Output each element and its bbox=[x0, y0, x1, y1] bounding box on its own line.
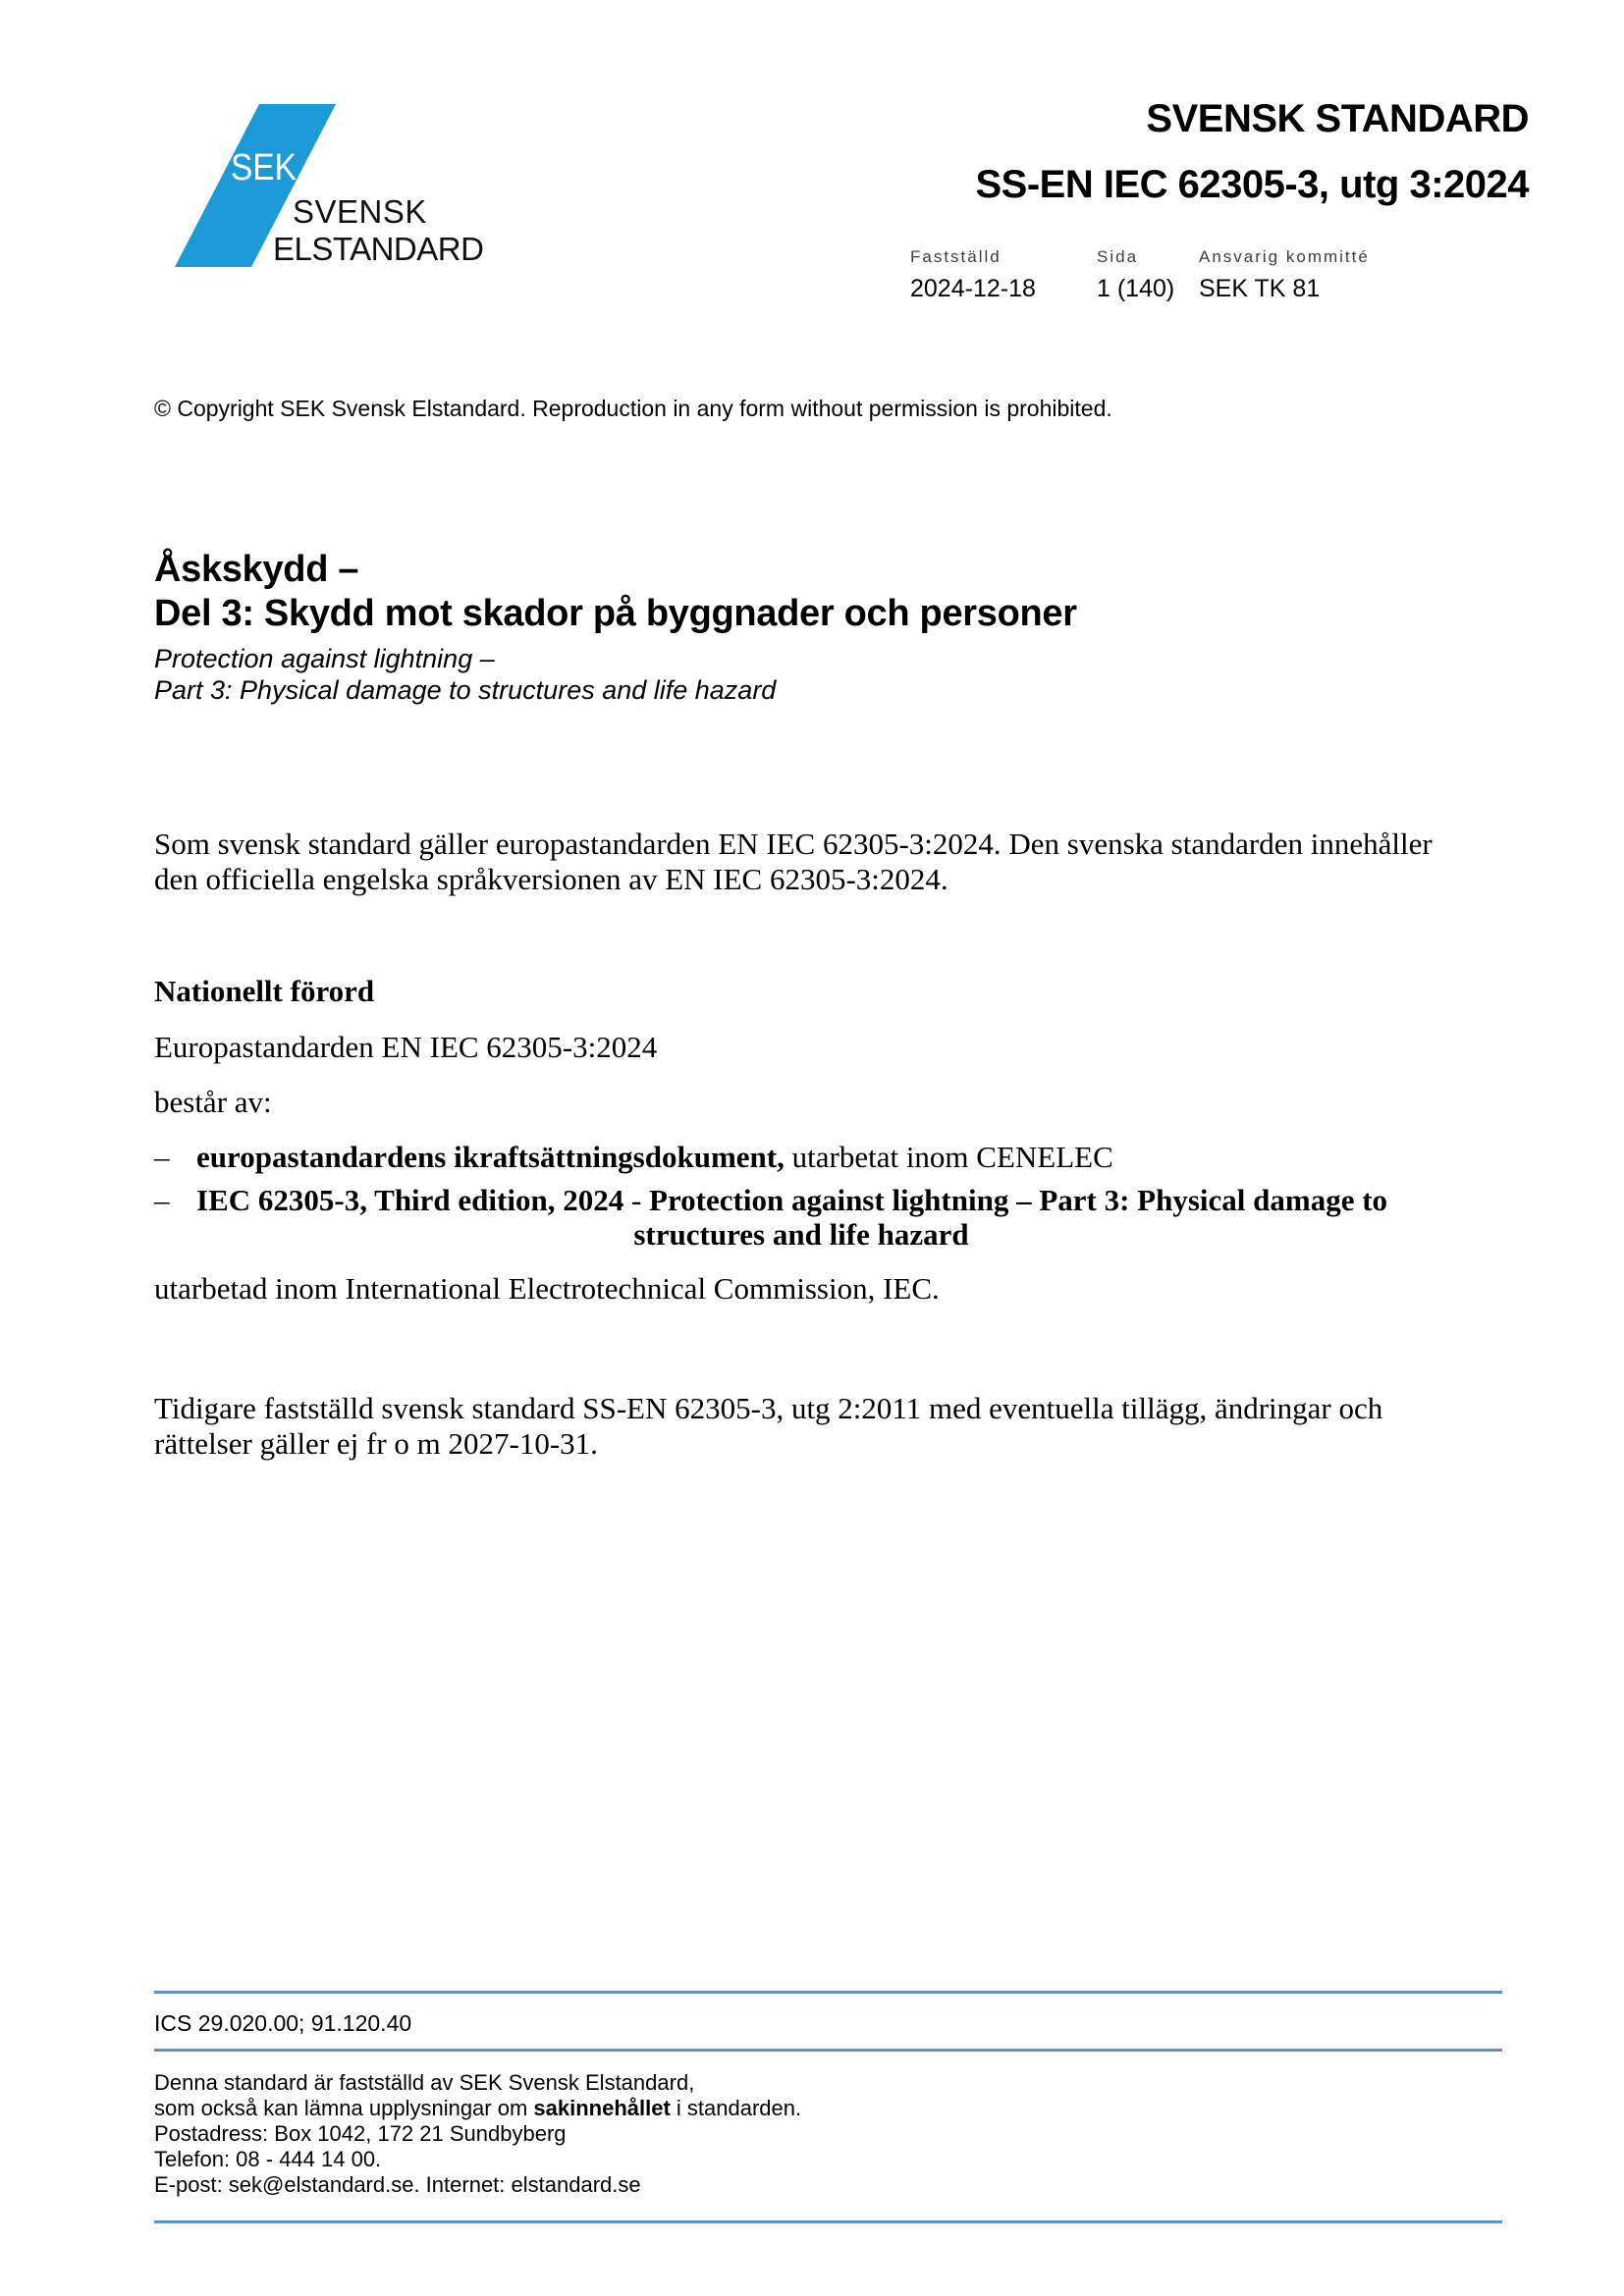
list-item-bold-text: Protection against lightning – Part 3: Physical damage to bbox=[649, 1183, 1388, 1217]
list-item-bold-text: structures and life hazard bbox=[633, 1217, 969, 1252]
publisher-line2-post: i standarden. bbox=[670, 2096, 802, 2120]
list-item-line2 bbox=[196, 1217, 1406, 1252]
sek-logo bbox=[175, 104, 509, 271]
note-line1: Tidigare fastställd svensk standard SS-EN 62305-3, utg 2:2011 med eventuella tillägg, ändringar och bbox=[154, 1391, 1383, 1425]
list-item-iec bbox=[154, 1183, 1509, 1252]
publisher-info bbox=[154, 2070, 801, 2198]
publisher-phone: Telefon: 08 - 444 14 00. bbox=[154, 2147, 382, 2171]
foreword-closing-line: utarbetad inom International Electrotechnical Commission, IEC. bbox=[154, 1271, 940, 1306]
logo-svensk-text: SVENSK bbox=[293, 193, 427, 230]
list-item-normal-text: utarbetat inom CENELEC bbox=[784, 1140, 1113, 1174]
standard-id-heading: SS-EN IEC 62305-3, utg 3:2024 bbox=[975, 163, 1529, 206]
intro-line2: den officiella engelska språkversionen av EN IEC 62305-3:2024. bbox=[154, 862, 948, 896]
field-label: Ansvarig kommitté bbox=[1199, 247, 1370, 266]
publisher-line2-pre: som också kan lämna upplysningar om bbox=[154, 2096, 534, 2120]
field-value: SEK TK 81 bbox=[1199, 275, 1321, 302]
field-label: Sida bbox=[1097, 247, 1139, 266]
divider-rule-top bbox=[154, 1991, 1502, 1994]
field-label: Fastställd bbox=[910, 247, 1001, 266]
foreword-consists-line: består av: bbox=[154, 1085, 272, 1119]
title-swedish-line1: Åskskydd – bbox=[154, 549, 359, 590]
copyright-notice: © Copyright SEK Svensk Elstandard. Reproduction in any form without permission is prohibited. bbox=[154, 396, 1112, 421]
ics-codes: ICS 29.020.00; 91.120.40 bbox=[154, 2010, 412, 2036]
field-value: 1 (140) bbox=[1097, 275, 1175, 302]
field-ansvarig-kommitte bbox=[1199, 247, 1370, 303]
list-item-bold-text: IEC 62305-3, Third edition, 2024 bbox=[196, 1183, 624, 1217]
divider-rule-bottom bbox=[154, 2220, 1502, 2223]
intro-line1: Som svensk standard gäller europastandarden EN IEC 62305-3:2024. Den svenska standarden innehåller bbox=[154, 827, 1433, 861]
list-item-cenelec bbox=[154, 1140, 1509, 1174]
publisher-email-web: E-post: sek@elstandard.se. Internet: elstandard.se bbox=[154, 2172, 641, 2197]
previous-edition-note bbox=[154, 1391, 1382, 1462]
bullet-dash: – bbox=[154, 1140, 170, 1174]
note-line2: rättelser gäller ej fr o m 2027-10-31. bbox=[154, 1426, 598, 1461]
sek-logo-text: SEK bbox=[231, 147, 297, 188]
header-fields bbox=[910, 247, 1539, 306]
field-faststalld bbox=[910, 247, 1036, 303]
title-english-line1: Protection against lightning – bbox=[154, 644, 495, 673]
title-english bbox=[154, 643, 776, 706]
foreword-standard-line: Europastandarden EN IEC 62305-3:2024 bbox=[154, 1030, 658, 1064]
publisher-postal-address: Postadress: Box 1042, 172 21 Sundbyberg bbox=[154, 2121, 567, 2146]
title-english-line2: Part 3: Physical damage to structures and life hazard bbox=[154, 675, 777, 705]
publisher-line2 bbox=[154, 2096, 801, 2121]
list-item-separator: - bbox=[623, 1183, 650, 1217]
intro-paragraph bbox=[154, 827, 1433, 897]
standard-type-heading: SVENSK STANDARD bbox=[1146, 97, 1529, 140]
field-sida bbox=[1097, 247, 1174, 303]
logo-elstandard-text: ELSTANDARD bbox=[273, 231, 484, 267]
title-swedish bbox=[154, 548, 1077, 636]
national-foreword-heading: Nationellt förord bbox=[154, 974, 375, 1008]
list-item-line1 bbox=[196, 1183, 1406, 1217]
list-item-bold-text: europastandardens ikraftsättningsdokument, bbox=[196, 1140, 785, 1174]
publisher-line2-bold: sakinnehållet bbox=[533, 2096, 671, 2120]
title-swedish-line2: Del 3: Skydd mot skador på byggnader och personer bbox=[154, 593, 1077, 634]
publisher-line1: Denna standard är fastställd av SEK Svensk Elstandard, bbox=[154, 2070, 695, 2095]
field-value: 2024-12-18 bbox=[910, 275, 1036, 302]
bullet-dash: – bbox=[154, 1183, 170, 1217]
divider-rule-middle bbox=[154, 2049, 1502, 2052]
